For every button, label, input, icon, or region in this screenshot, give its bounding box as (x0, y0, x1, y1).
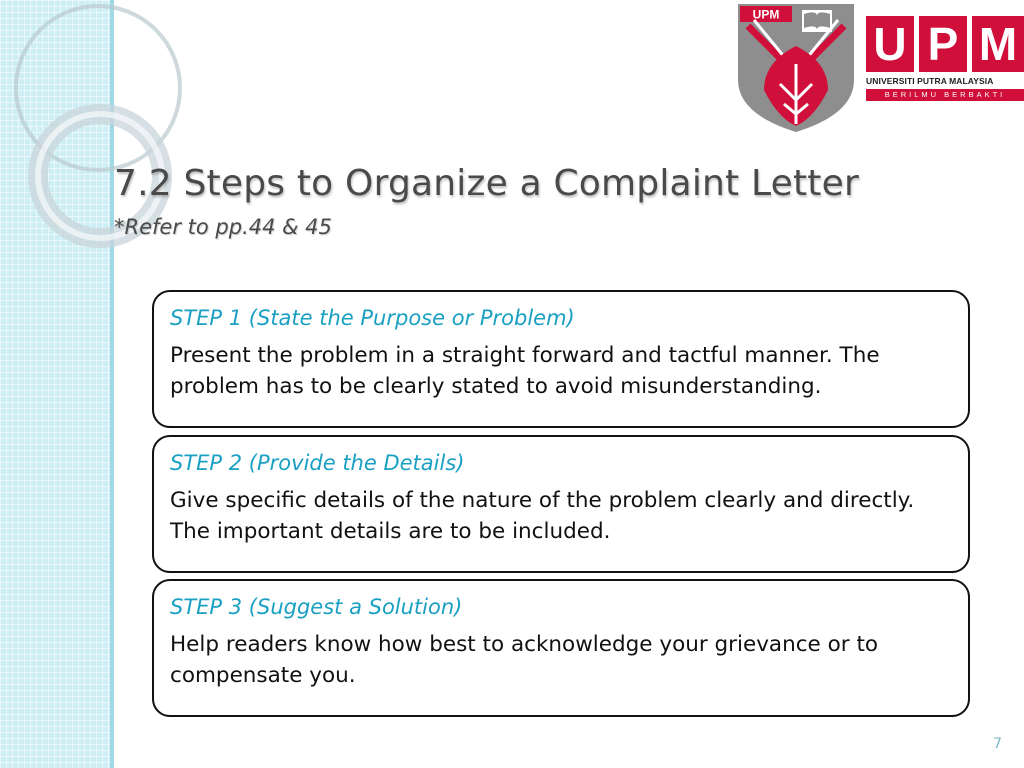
step-box-2 (152, 435, 970, 573)
wordmark-letter: U (866, 16, 914, 72)
step-heading: STEP 3 (Suggest a Solution) (170, 595, 463, 619)
shield-label: UPM (752, 7, 780, 22)
step-box-1 (152, 290, 970, 428)
upm-wordmark-logo (866, 16, 1024, 104)
page-number: 7 (993, 736, 1002, 752)
step-body: Give specific details of the nature of the problem clearly and directly. The important details are to be included. (170, 488, 915, 544)
university-name: UNIVERSITI PUTRA MALAYSIA (866, 76, 994, 86)
step-body: Present the problem in a straight forward and tactful manner. The problem has to be clearly stated to avoid misunderstanding. (170, 343, 880, 399)
slide-subtitle: *Refer to pp.44 & 45 (114, 215, 332, 239)
decorative-rings (0, 0, 300, 300)
step-body: Help readers know how best to acknowledge your grievance or to compensate you. (170, 632, 879, 688)
university-motto: BERILMU BERBAKTI (866, 89, 1024, 101)
step-heading: STEP 2 (Provide the Details) (170, 451, 465, 475)
wordmark-letter: M (972, 16, 1024, 72)
step-heading: STEP 1 (State the Purpose or Problem) (170, 306, 575, 330)
wordmark-letter: P (919, 16, 967, 72)
upm-shield-logo (734, 2, 858, 134)
slide-title: 7.2 Steps to Organize a Complaint Letter (114, 163, 859, 204)
step-box-3 (152, 579, 970, 717)
